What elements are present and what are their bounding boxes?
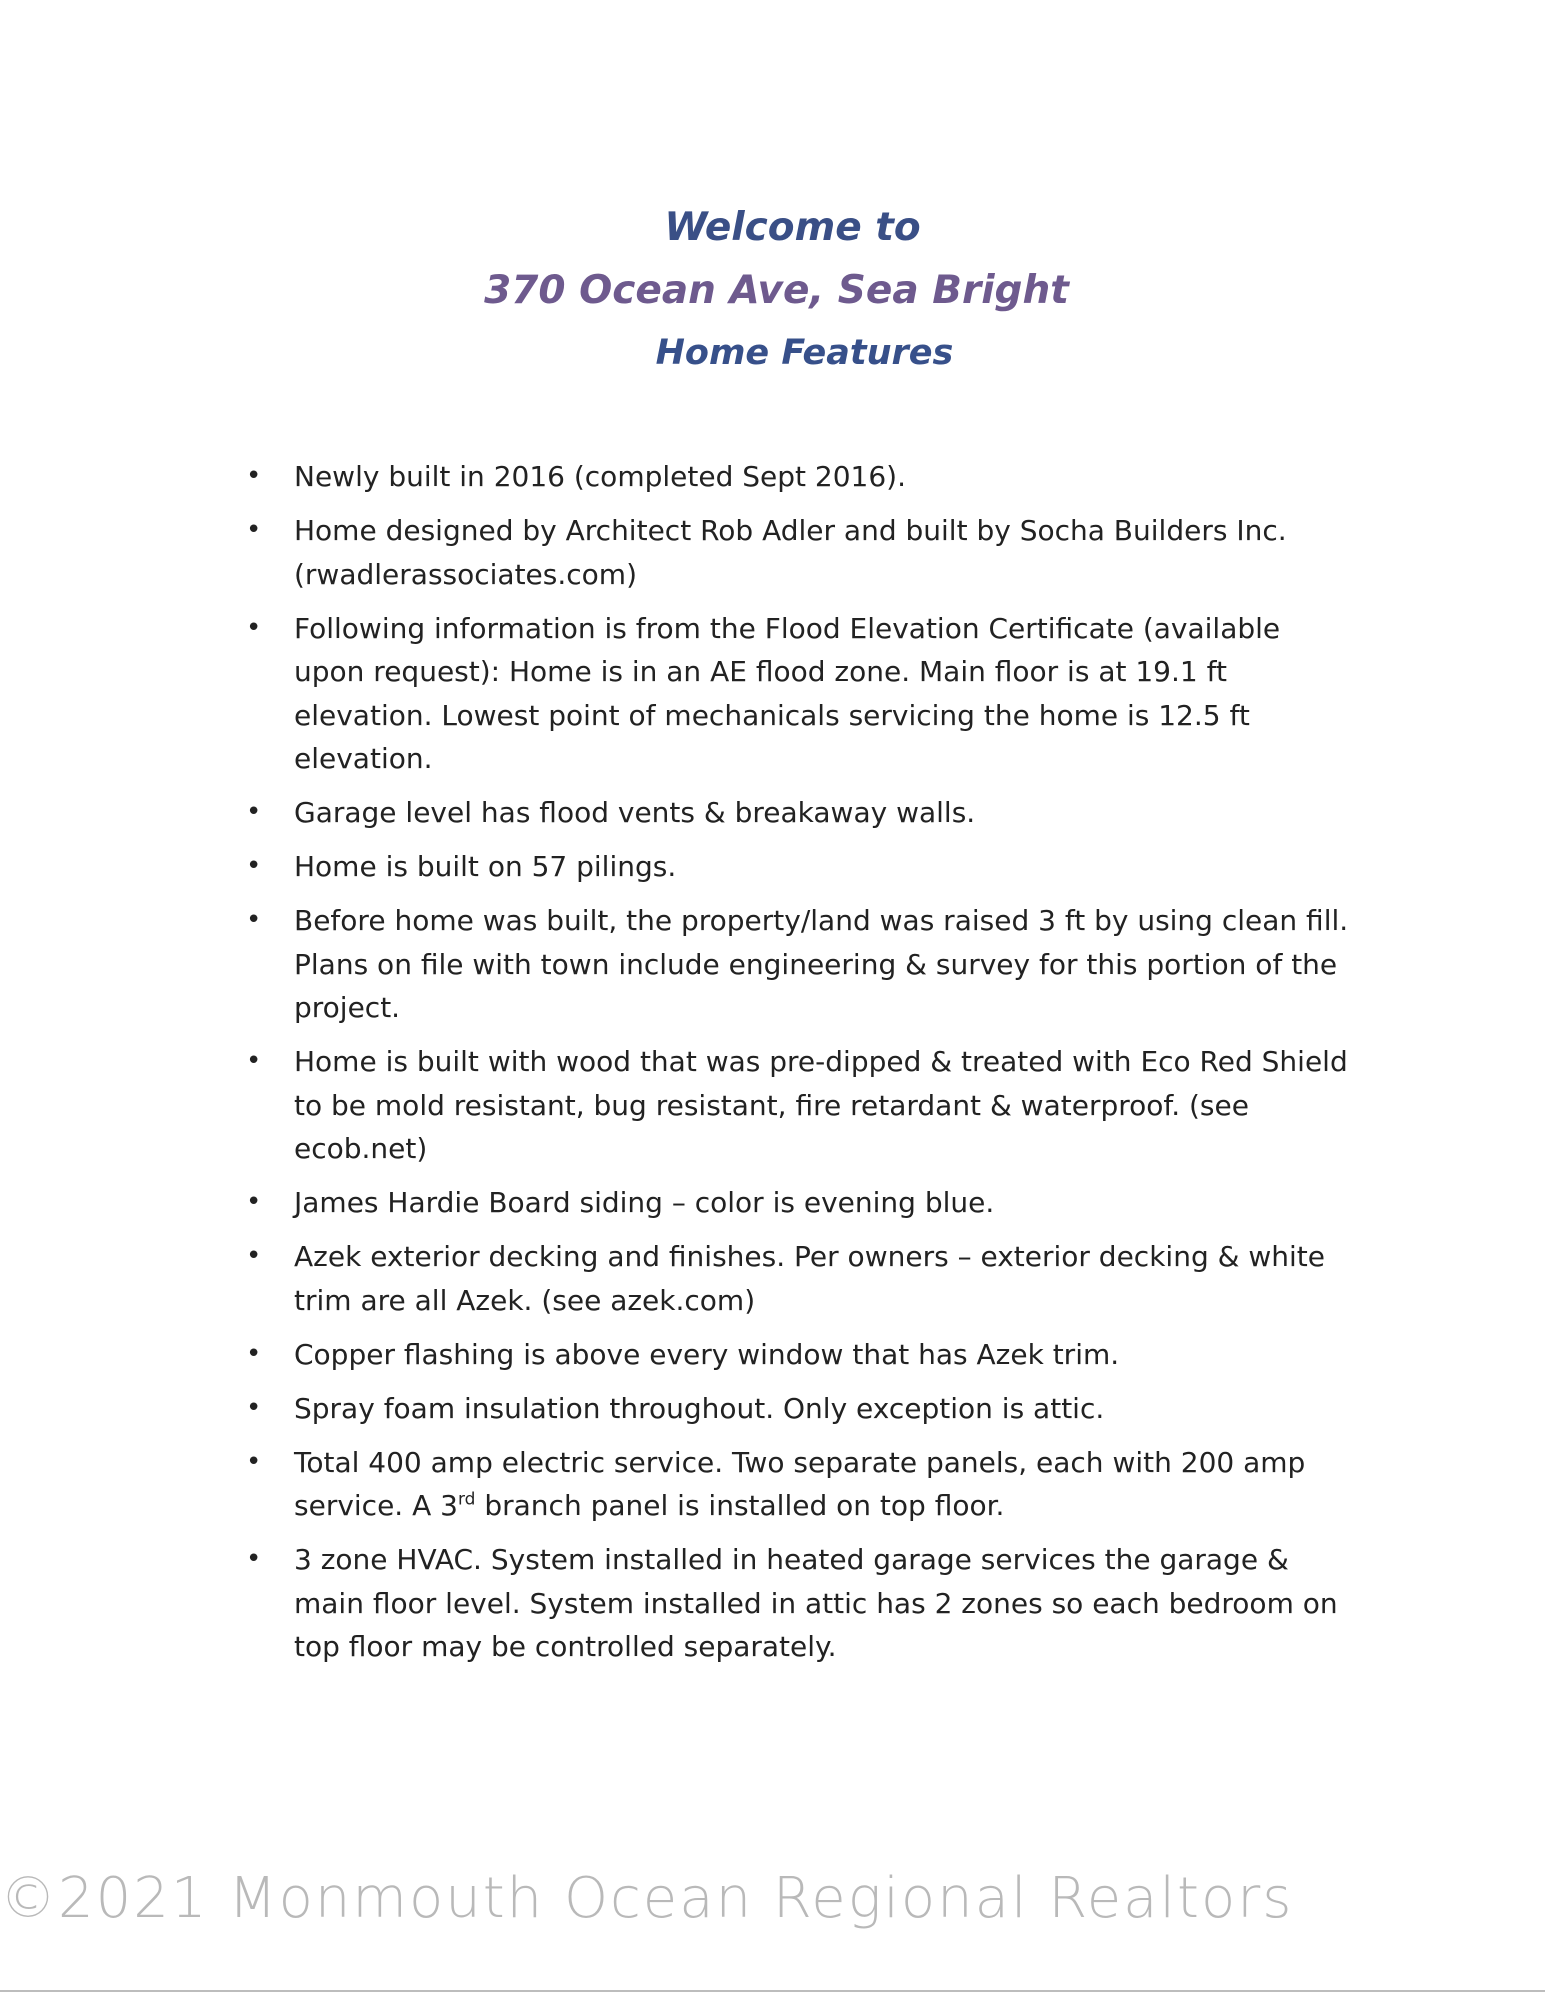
list-item [246, 455, 1356, 499]
list-item [246, 1387, 1356, 1431]
list-item [246, 1538, 1356, 1669]
bullet-icon: • [246, 1187, 262, 1217]
bullet-icon: • [246, 851, 262, 881]
feature-text-start: Total 400 amp electric service. Two separate panels, each with 200 amp service. A 3 [294, 1445, 1306, 1522]
list-item [246, 509, 1356, 596]
list-item [246, 791, 1356, 835]
bottom-divider [0, 1990, 1545, 1992]
list-item [246, 845, 1356, 889]
copyright-watermark: ©2021 Monmouth Ocean Regional Realtors [0, 1866, 1294, 1931]
list-item [246, 899, 1356, 1030]
feature-text: Home is built with wood that was pre-dipped & treated with Eco Red Shield to be mold resistant, bug resistant, fire retardant & waterproof. (see ecob.net) [294, 1045, 1348, 1165]
welcome-heading: Welcome to [664, 205, 921, 250]
bullet-icon: • [246, 1046, 262, 1076]
bullet-icon: • [246, 1338, 262, 1369]
list-item [246, 1235, 1356, 1322]
feature-text [294, 1446, 1305, 1523]
feature-text: Azek exterior decking and finishes. Per owners – exterior decking & white trim are all Azek. (see azek.com) [294, 1240, 1325, 1317]
feature-text: Home is built on 57 pilings. [294, 850, 677, 883]
list-item [246, 1181, 1356, 1225]
list-item [246, 1040, 1356, 1171]
feature-text: Newly built in 2016 (completed Sept 2016). [294, 460, 906, 493]
list-item [246, 607, 1356, 781]
feature-text: Copper flashing is above every window that has Azek trim. [294, 1337, 1120, 1371]
bullet-icon: • [246, 1392, 262, 1423]
list-item [246, 1333, 1356, 1377]
feature-text: 3 zone HVAC. System installed in heated garage services the garage & main floor level. System installed in attic has 2 zones so each bedroom on top floor may be controlled separately. [294, 1543, 1338, 1663]
address-heading: 370 Ocean Ave, Sea Bright [484, 268, 1069, 313]
feature-text: Home designed by Architect Rob Adler and built by Socha Builders Inc. (rwadlerassociates.com) [294, 514, 1287, 591]
bullet-icon: • [246, 905, 262, 935]
feature-text: James Hardie Board siding – color is evening blue. [294, 1186, 995, 1219]
feature-text: Garage level has flood vents & breakaway walls. [294, 796, 976, 829]
ordinal-suffix: rd [457, 1489, 476, 1510]
home-features-heading: Home Features [655, 333, 954, 373]
bullet-icon: • [246, 515, 262, 545]
bullet-icon: • [246, 797, 262, 827]
bullet-icon: • [246, 1446, 262, 1477]
bullet-icon: • [246, 612, 262, 643]
bullet-icon: • [246, 461, 262, 491]
feature-text-end: branch panel is installed on top floor. [475, 1489, 1005, 1522]
feature-text: Spray foam insulation throughout. Only exception is attic. [294, 1391, 1105, 1425]
feature-text: Following information is from the Flood Elevation Certificate (available upon request): Home is in an AE flood zone. Main floor is at 19.1 ft elevation. Lowest point of mechanicals servicing the home is 12.5 ft elevation. [294, 611, 1281, 775]
features-list [246, 455, 1356, 1679]
bullet-icon: • [246, 1544, 262, 1574]
bullet-icon: • [246, 1241, 262, 1271]
list-item [246, 1441, 1356, 1528]
feature-text: Before home was built, the property/land was raised 3 ft by using clean fill. Plans on file with town include engineering & survey for this portion of the project. [294, 904, 1349, 1024]
